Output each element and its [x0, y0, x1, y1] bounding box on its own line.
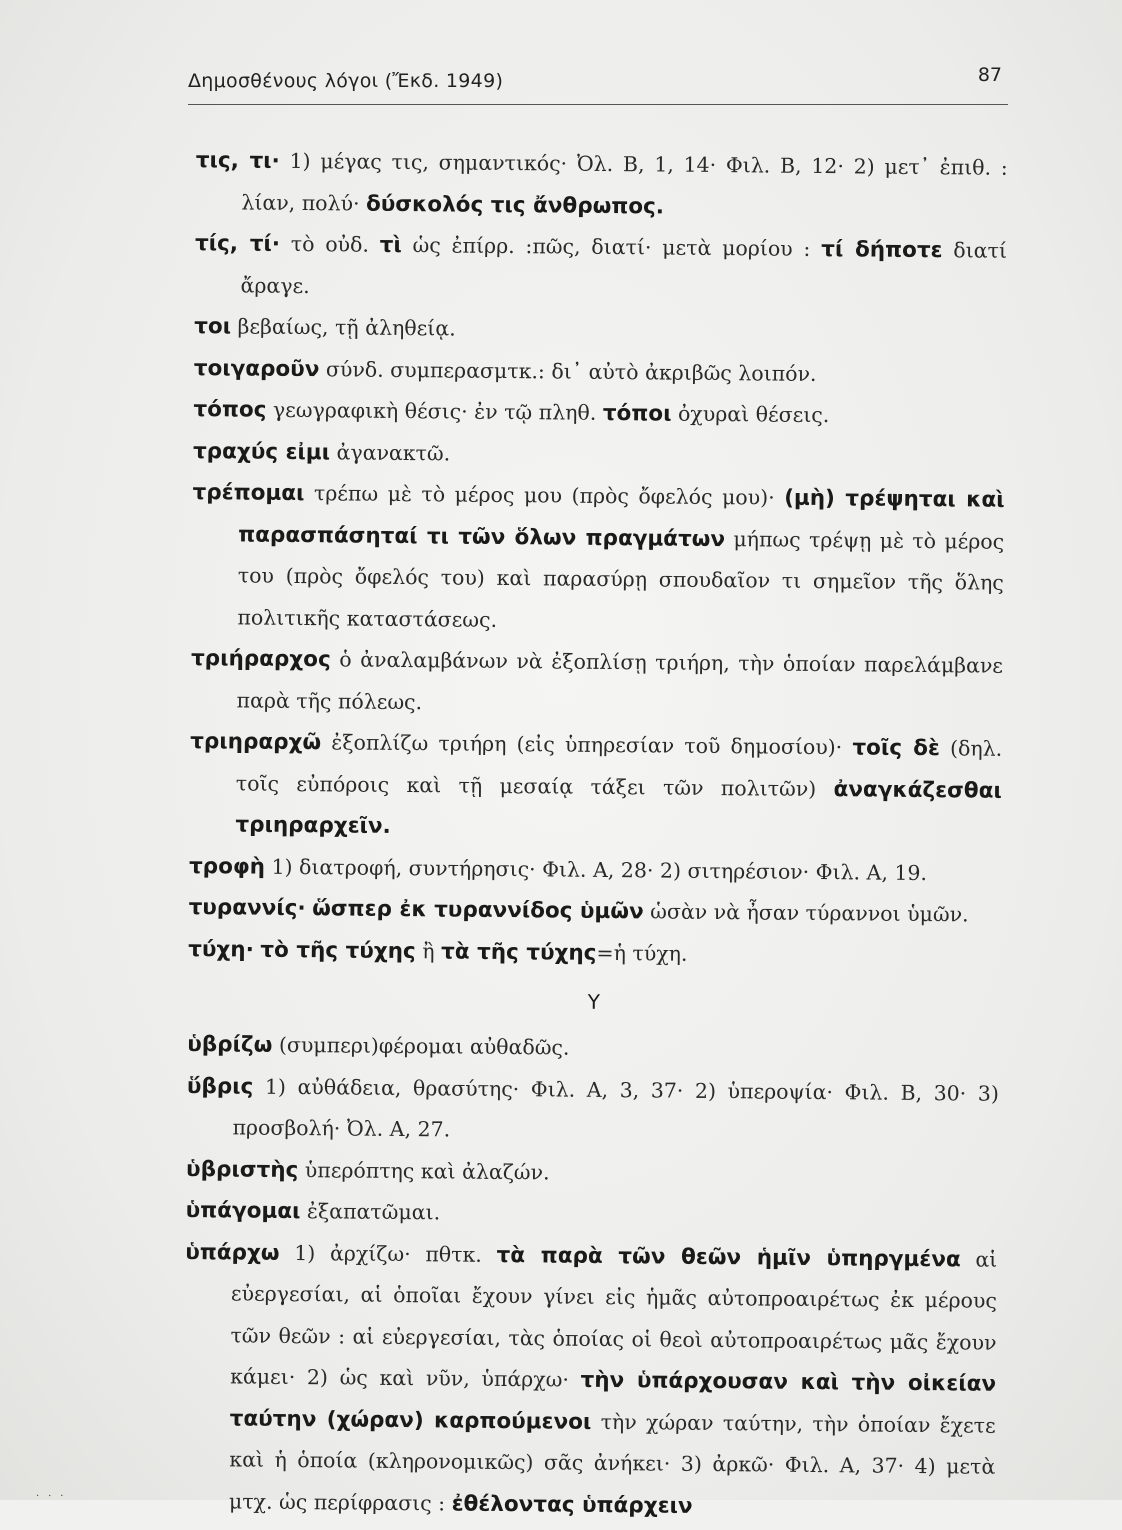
entry-text: ἐξοπλίζω τριήρη (εἰς ὑπηρεσίαν τοῦ δημοσίου)·: [321, 730, 853, 760]
dictionary-entry: [187, 1024, 999, 1073]
entry-text: =ἡ τύχη.: [596, 940, 688, 966]
entry-headword: ὕβρις: [186, 1073, 254, 1100]
entry-headword: ὑβρίζω: [187, 1031, 273, 1058]
entry-bold-phrase: δύσκολός τις ἄνθρωπος.: [365, 191, 665, 219]
entry-bold-phrase: τὰ τῆς τύχης: [440, 938, 597, 966]
running-title: Δημοσθένους λόγοι (Ἔκδ. 1949): [188, 70, 504, 92]
entry-text: ὁ ἀναλαμβάνων νὰ ἐξοπλίσῃ τριήρη, τὴν ὁποίαν παρελάμβανε παρὰ τῆς πόλεως.: [236, 647, 1004, 714]
entry-headword: τοιγαροῦν: [193, 355, 320, 382]
dictionary-entry: [194, 223, 1007, 314]
entry-bold-phrase: τοῖς δὲ: [852, 735, 940, 762]
entry-text: 1) ἀρχίζω· πθτκ.: [279, 1240, 497, 1267]
entry-bold-phrase: τὶ: [379, 232, 402, 258]
entry-text: ἢ: [415, 938, 442, 963]
dictionary-entry: [190, 638, 1003, 729]
entry-text: ὀχυραὶ θέσεις.: [671, 401, 830, 428]
entry-text: σύνδ. συμπερασμτκ.: δι᾽ αὐτὸ ἀκριβῶς λοιπόν.: [319, 356, 817, 386]
entry-bold-phrase: τόποι: [602, 400, 672, 427]
entry-text: βεβαίως, τῇ ἀληθείᾳ.: [230, 314, 456, 341]
dictionary-entry: [183, 1231, 998, 1529]
entry-headword: ὑβριστὴς: [186, 1156, 299, 1183]
dictionary-entry: [195, 140, 1008, 231]
entries-tau-section: [188, 140, 1008, 978]
entry-text: 1) αὐθάδεια, θρασύτης· Φιλ. Α, 3, 37· 2) ὑπεροψία· Φιλ. Β, 30· 3) προσβολή· Ὀλ. Α, 27.: [232, 1074, 1000, 1142]
entry-text: αἱ εὐεργεσίαι, αἱ ὁποῖαι ἔχουν γίνει εἰς ἡμᾶς αὐτοπροαιρέτως ἐκ μέρους τῶν θεῶν : αἱ εὐεργεσίαι, τὰς ὁποίας οἱ θεοὶ αὐτοπροαιρέτως μᾶς ἔχουν κάμει· 2) ὡς καὶ νῦν, ὑπάρχω·: [230, 1246, 998, 1392]
entry-headword: τις, τι·: [195, 147, 280, 174]
entry-bold-phrase: (μὴ) τρέψηται καὶ παρασπάσηταί τι τῶν ὅλων πραγμάτων: [238, 485, 1005, 552]
glossary-entries: [183, 140, 1008, 1530]
page-number: 87: [977, 64, 1002, 86]
entry-headword: τόπος: [193, 396, 267, 423]
entry-text: (συμπερι)φέρομαι αὐθαδῶς.: [272, 1032, 570, 1060]
section-letter: Υ: [587, 989, 600, 1014]
entry-bold-phrase: ἀναγκάζεσθαι τριηραρχεῖν.: [235, 776, 1002, 839]
entry-text: (δηλ. τοῖς εὐπόροις καὶ τῇ μεσαίᾳ τάξει τῶν πολιτῶν): [235, 736, 1003, 801]
entry-text: 1) μέγας τις, σημαντικός· Ὀλ. Β, 1, 14· Φιλ. Β, 12· 2) μετ᾽ ἐπιθ. : λίαν, πολύ·: [241, 148, 1008, 216]
dictionary-entry: [189, 721, 1002, 853]
entries-upsilon-section: [183, 1024, 1000, 1530]
dictionary-entry: [191, 472, 1005, 646]
entry-text: ἀγανακτῶ.: [329, 439, 451, 465]
entry-headword: τοι: [194, 313, 232, 340]
entry-headword: ὑπάγομαι: [185, 1197, 301, 1225]
entry-text: τρέπω μὲ τὸ μέρος μου (πρὸς ὄφελός μου)·: [304, 481, 785, 510]
entry-text: τὴν χώραν ταύτην, τὴν ὁποίαν ἔχετε καὶ ἡ ὁποία (κληρονομικῶς) σᾶς ἀνήκει· 3) ἀρκῶ· Φιλ. Α, 37· 4) μετὰ μτχ. ὡς περίφρασις :: [228, 1409, 996, 1516]
entry-bold-phrase: τί δήποτε: [821, 237, 943, 264]
entry-headword: τραχύς εἰμι: [192, 438, 331, 465]
dictionary-entry: [188, 887, 1000, 936]
entry-headword: τρέπομαι: [192, 479, 305, 507]
entry-bold-phrase: τὸ τῆς τύχης: [260, 937, 416, 964]
entry-headword: τίς, τί·: [194, 230, 281, 257]
entry-text: διατί ἄραγε.: [240, 238, 1008, 298]
entry-text: γεωγραφικὴ θέσις· ἐν τῷ πληθ.: [266, 397, 603, 425]
entry-text: 1) διατροφή, συντήρησις· Φιλ. Α, 28· 2) σιτηρέσιον· Φιλ. Α, 19.: [264, 854, 928, 885]
entry-bold-phrase: τὴν ὑπάρχουσαν καὶ τὴν οἰκείαν ταύτην (χώραν) καρπούμενοι: [229, 1367, 997, 1435]
entry-headword: τροφὴ: [188, 853, 266, 880]
dictionary-entry: [188, 928, 1000, 977]
dictionary-entry: [193, 389, 1005, 438]
scan-speck-mark: · ⸱ ·: [36, 1491, 67, 1502]
page-header: [188, 64, 1008, 105]
entry-headword: τριήραρχος: [190, 645, 331, 673]
entry-text: ἐξαπατῶμαι.: [300, 1199, 441, 1225]
entry-bold-phrase: τὰ παρὰ τῶν θεῶν ἡμῖν ὑπηργμένα: [496, 1242, 961, 1272]
entry-headword: τύχη·: [188, 936, 254, 963]
entry-headword: τυραννίς·: [188, 894, 306, 922]
entry-text: ὡς ἐπίρρ. :πῶς, διατί· μετὰ μορίου :: [401, 232, 822, 262]
entry-bold-phrase: ὥσπερ ἐκ τυραννίδος ὑμῶν: [312, 896, 644, 925]
entry-text: μήπως τρέψῃ μὲ τὸ μέρος του (πρὸς ὄφελός του) καὶ παρασύρῃ σπουδαῖον τι σημεῖον τῆς ὅλης πολιτικῆς καταστάσεως.: [237, 526, 1005, 632]
dictionary-entry: [186, 1190, 998, 1239]
entry-text: ὡσὰν νὰ ἦσαν τύραννοι ὑμῶν.: [643, 899, 969, 927]
dictionary-entry: [186, 1065, 999, 1156]
entry-bold-phrase: ἐθέλοντας ὑπάρχειν: [451, 1491, 693, 1519]
entry-text: ὑπερόπτης καὶ ἀλαζών.: [298, 1157, 550, 1184]
dictionary-entry: [194, 306, 1006, 355]
entry-headword: τριηραρχῶ: [190, 728, 322, 756]
entry-text: τὸ οὐδ.: [279, 231, 380, 257]
entry-headword: ὑπάρχω: [185, 1239, 280, 1266]
